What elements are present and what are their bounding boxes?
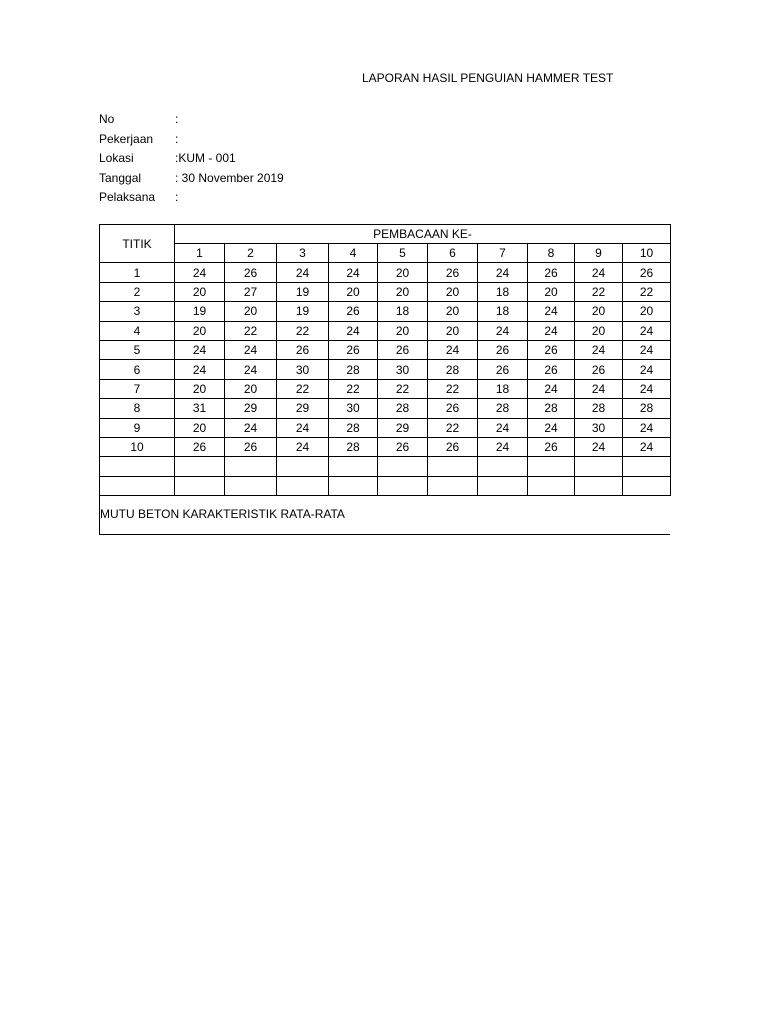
info-label-lokasi: Lokasi	[99, 151, 134, 165]
reading-cell: 26	[478, 340, 528, 359]
reading-cell: 24	[575, 340, 623, 359]
info-row-no	[99, 110, 284, 130]
table-header-row	[100, 225, 671, 244]
empty-cell	[175, 457, 225, 476]
reading-cell: 22	[428, 379, 478, 398]
empty-cell	[100, 457, 175, 476]
empty-cell	[225, 476, 277, 495]
info-label-no: No	[99, 112, 115, 126]
table-row	[100, 379, 671, 398]
empty-row	[100, 476, 671, 495]
empty-cell	[575, 457, 623, 476]
empty-cell	[175, 476, 225, 495]
reading-cell: 24	[225, 340, 277, 359]
reading-cell: 26	[478, 360, 528, 379]
reading-cell: 24	[528, 302, 575, 321]
reading-cell: 24	[478, 437, 528, 456]
empty-cell	[528, 476, 575, 495]
reading-cell: 18	[478, 282, 528, 301]
reading-cell: 28	[428, 360, 478, 379]
reading-cell: 24	[428, 340, 478, 359]
reading-cell: 24	[329, 321, 378, 340]
empty-cell	[225, 457, 277, 476]
reading-cell: 24	[623, 360, 671, 379]
report-title: LAPORAN HASIL PENGUIAN HAMMER TEST	[362, 71, 614, 85]
titik-header: TITIK	[100, 225, 175, 263]
reading-cell: 24	[528, 321, 575, 340]
reading-cell: 20	[528, 282, 575, 301]
reading-cell: 24	[478, 263, 528, 282]
reading-cell: 19	[277, 302, 329, 321]
reading-cell: 19	[277, 282, 329, 301]
empty-cell	[478, 476, 528, 495]
reading-cell: 24	[623, 340, 671, 359]
table-row	[100, 321, 671, 340]
empty-cell	[100, 476, 175, 495]
reading-cell: 30	[378, 360, 428, 379]
reading-cell: 24	[329, 263, 378, 282]
table-row	[100, 418, 671, 437]
info-value-tanggal: : 30 November 2019	[175, 170, 284, 185]
column-header-7: 7	[478, 244, 528, 263]
reading-cell: 24	[575, 437, 623, 456]
reading-cell: 26	[428, 263, 478, 282]
hammer-test-table	[99, 224, 671, 496]
empty-cell	[378, 457, 428, 476]
reading-cell: 26	[528, 437, 575, 456]
table-row	[100, 302, 671, 321]
report-info	[99, 110, 284, 208]
reading-cell: 26	[277, 340, 329, 359]
titik-cell: 5	[100, 340, 175, 359]
reading-cell: 20	[575, 302, 623, 321]
column-header-9: 9	[575, 244, 623, 263]
reading-cell: 24	[623, 418, 671, 437]
titik-cell: 4	[100, 321, 175, 340]
reading-cell: 28	[329, 437, 378, 456]
reading-cell: 26	[329, 340, 378, 359]
reading-cell: 20	[428, 321, 478, 340]
empty-cell	[623, 457, 671, 476]
column-header-3: 3	[277, 244, 329, 263]
reading-cell: 20	[175, 321, 225, 340]
mutu-beton-row	[99, 496, 670, 535]
empty-cell	[277, 457, 329, 476]
reading-cell: 28	[329, 418, 378, 437]
reading-cell: 22	[277, 321, 329, 340]
reading-cell: 20	[575, 321, 623, 340]
reading-cell: 29	[225, 399, 277, 418]
reading-cell: 26	[225, 263, 277, 282]
reading-cell: 24	[277, 418, 329, 437]
reading-cell: 24	[225, 360, 277, 379]
info-value-no: :	[175, 112, 179, 126]
info-row-pekerjaan	[99, 130, 284, 150]
reading-cell: 26	[623, 263, 671, 282]
reading-cell: 22	[428, 418, 478, 437]
reading-cell: 28	[575, 399, 623, 418]
reading-cell: 20	[378, 263, 428, 282]
reading-cell: 26	[428, 399, 478, 418]
reading-cell: 20	[428, 282, 478, 301]
titik-cell: 10	[100, 437, 175, 456]
titik-cell: 3	[100, 302, 175, 321]
reading-cell: 20	[623, 302, 671, 321]
column-header-4: 4	[329, 244, 378, 263]
column-header-2: 2	[225, 244, 277, 263]
reading-cell: 26	[575, 360, 623, 379]
reading-cell: 20	[378, 282, 428, 301]
info-label-tanggal: Tanggal	[99, 170, 142, 185]
info-row-tanggal	[99, 169, 284, 189]
reading-cell: 30	[575, 418, 623, 437]
reading-cell: 22	[378, 379, 428, 398]
reading-cell: 26	[225, 437, 277, 456]
titik-cell: 1	[100, 263, 175, 282]
reading-cell: 24	[575, 379, 623, 398]
reading-cell: 22	[277, 379, 329, 398]
reading-cell: 29	[277, 399, 329, 418]
reading-cell: 22	[225, 321, 277, 340]
titik-cell: 8	[100, 399, 175, 418]
reading-cell: 20	[225, 379, 277, 398]
info-label-pekerjaan: Pekerjaan	[99, 131, 154, 146]
titik-cell: 7	[100, 379, 175, 398]
empty-row	[100, 457, 671, 476]
info-value-lokasi: :KUM - 001	[175, 151, 236, 165]
reading-cell: 24	[277, 263, 329, 282]
empty-cell	[623, 476, 671, 495]
titik-cell: 6	[100, 360, 175, 379]
column-header-1: 1	[175, 244, 225, 263]
reading-cell: 24	[225, 418, 277, 437]
empty-cell	[528, 457, 575, 476]
reading-cell: 24	[528, 379, 575, 398]
column-header-5: 5	[378, 244, 428, 263]
column-header-8: 8	[528, 244, 575, 263]
reading-cell: 24	[175, 360, 225, 379]
titik-cell: 9	[100, 418, 175, 437]
reading-cell: 24	[623, 379, 671, 398]
empty-cell	[329, 476, 378, 495]
reading-cell: 29	[378, 418, 428, 437]
reading-cell: 26	[528, 340, 575, 359]
empty-cell	[575, 476, 623, 495]
table-row	[100, 437, 671, 456]
table-body	[100, 263, 671, 496]
empty-cell	[378, 476, 428, 495]
reading-cell: 18	[478, 379, 528, 398]
reading-cell: 22	[575, 282, 623, 301]
table-row	[100, 360, 671, 379]
reading-cell: 20	[378, 321, 428, 340]
reading-cell: 22	[329, 379, 378, 398]
table-row	[100, 399, 671, 418]
reading-cell: 26	[378, 340, 428, 359]
column-header-10: 10	[623, 244, 671, 263]
column-number-row	[100, 244, 671, 263]
reading-cell: 26	[528, 360, 575, 379]
empty-cell	[329, 457, 378, 476]
reading-cell: 18	[378, 302, 428, 321]
reading-cell: 24	[478, 418, 528, 437]
reading-cell: 26	[528, 263, 575, 282]
table-row	[100, 340, 671, 359]
reading-cell: 24	[175, 263, 225, 282]
reading-cell: 30	[277, 360, 329, 379]
empty-cell	[428, 476, 478, 495]
reading-cell: 19	[175, 302, 225, 321]
reading-cell: 28	[528, 399, 575, 418]
info-label-pelaksana: Pelaksana	[99, 190, 156, 204]
reading-cell: 28	[329, 360, 378, 379]
info-value-pekerjaan: :	[175, 131, 179, 146]
table-row	[100, 263, 671, 282]
reading-cell: 27	[225, 282, 277, 301]
pembacaan-header: PEMBACAAN KE-	[175, 225, 671, 244]
info-row-lokasi	[99, 149, 284, 169]
reading-cell: 20	[428, 302, 478, 321]
reading-cell: 20	[225, 302, 277, 321]
reading-cell: 24	[575, 263, 623, 282]
mutu-beton-label: MUTU BETON KARAKTERISTIK RATA-RATA	[100, 507, 345, 521]
reading-cell: 20	[329, 282, 378, 301]
reading-cell: 26	[329, 302, 378, 321]
reading-cell: 26	[428, 437, 478, 456]
column-header-6: 6	[428, 244, 478, 263]
empty-cell	[428, 457, 478, 476]
reading-cell: 22	[623, 282, 671, 301]
reading-cell: 24	[175, 340, 225, 359]
reading-cell: 30	[329, 399, 378, 418]
reading-cell: 24	[623, 321, 671, 340]
reading-cell: 28	[623, 399, 671, 418]
empty-cell	[277, 476, 329, 495]
reading-cell: 24	[623, 437, 671, 456]
info-row-pelaksana	[99, 188, 284, 208]
reading-cell: 20	[175, 282, 225, 301]
info-value-pelaksana: :	[175, 190, 179, 204]
reading-cell: 28	[478, 399, 528, 418]
reading-cell: 24	[478, 321, 528, 340]
reading-cell: 26	[378, 437, 428, 456]
reading-cell: 28	[378, 399, 428, 418]
empty-cell	[478, 457, 528, 476]
reading-cell: 18	[478, 302, 528, 321]
reading-cell: 24	[277, 437, 329, 456]
reading-cell: 24	[528, 418, 575, 437]
reading-cell: 20	[175, 418, 225, 437]
table-row	[100, 282, 671, 301]
reading-cell: 26	[175, 437, 225, 456]
reading-cell: 20	[175, 379, 225, 398]
titik-cell: 2	[100, 282, 175, 301]
reading-cell: 31	[175, 399, 225, 418]
